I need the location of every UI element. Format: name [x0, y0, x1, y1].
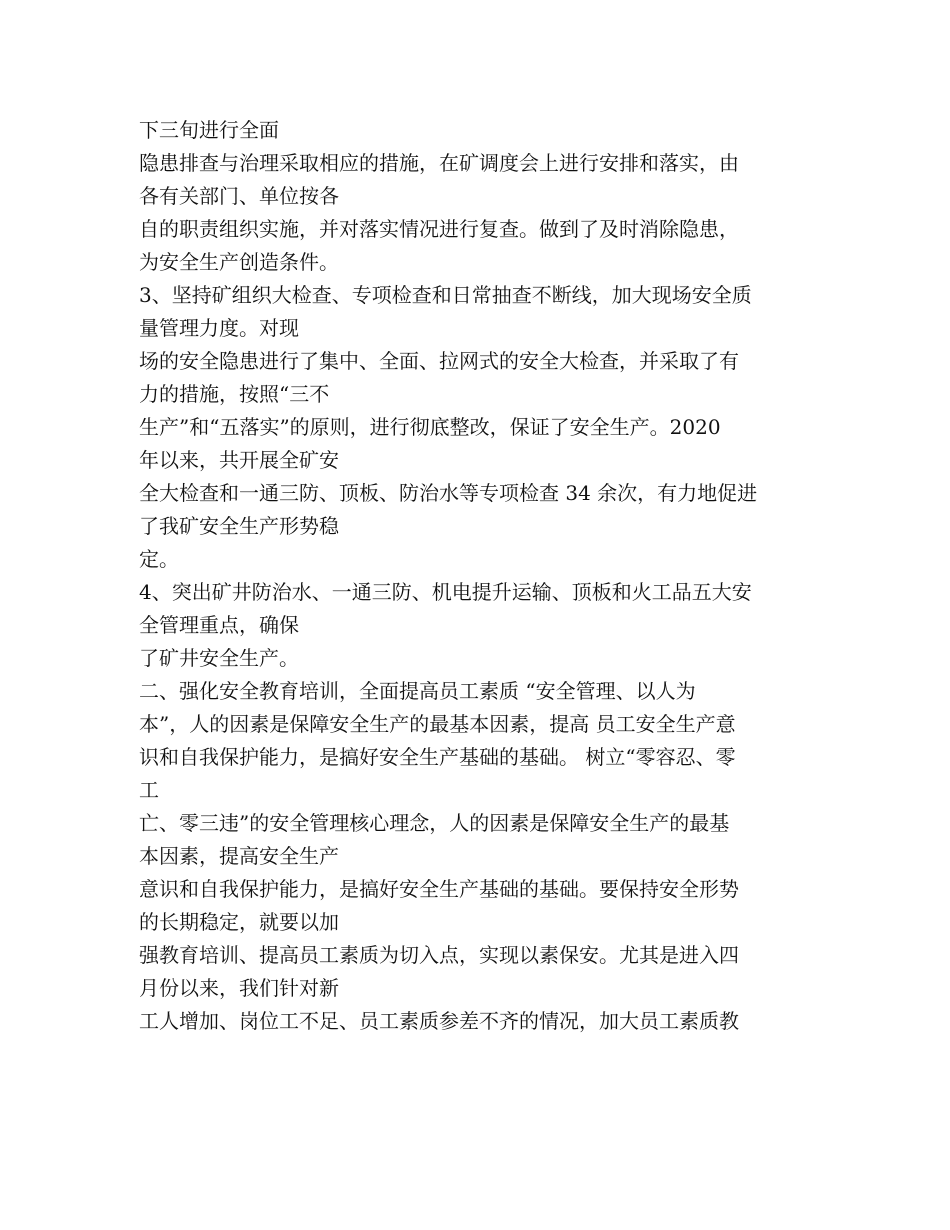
text-line: 识和自我保护能力，是搞好安全生产基础的基础。 树立“零容忍、零 — [139, 745, 736, 769]
document-body — [139, 114, 819, 1038]
text-line: 强教育培训、提高员工素质为切入点，实现以素保安。尤其是进入四 — [139, 943, 739, 967]
text-line: 自的职责组织实施，并对落实情况进行复查。做到了及时消除隐患， — [139, 217, 739, 241]
text-line: 意识和自我保护能力，是搞好安全生产基础的基础。要保持安全形势 — [139, 877, 739, 901]
text-line: 工人增加、岗位工不足、员工素质参差不齐的情况，加大员工素质教 — [139, 1009, 739, 1033]
text-line: 了矿井安全生产。 — [139, 646, 299, 670]
text-line: 全管理重点，确保 — [139, 613, 299, 637]
text-line: 3、坚持矿组织大检查、专项检查和日常抽查不断线，加大现场安全质 — [139, 283, 752, 307]
text-line: 隐患排查与治理采取相应的措施，在矿调度会上进行安排和落实，由 — [139, 151, 739, 175]
text-line: 生产”和“五落实”的原则，进行彻底整改，保证了安全生产。2020 — [139, 415, 721, 439]
text-line: 本”，人的因素是保障安全生产的最基本因素，提高 员工安全生产意 — [139, 712, 736, 736]
text-line: 月份以来，我们针对新 — [139, 976, 339, 1000]
text-line: 为安全生产创造条件。 — [139, 250, 339, 274]
text-line: 力的措施，按照“三不 — [139, 382, 330, 406]
text-line: 了我矿安全生产形势稳 — [139, 514, 339, 538]
text-line: 全大检查和一通三防、顶板、防治水等专项检查 34 余次，有力地促进 — [139, 481, 758, 505]
text-line: 本因素，提高安全生产 — [139, 844, 339, 868]
text-line: 各有关部门、单位按各 — [139, 184, 339, 208]
text-line: 的长期稳定，就要以加 — [139, 910, 339, 934]
text-line: 亡、零三违”的安全管理核心理念，人的因素是保障安全生产的最基 — [139, 811, 730, 835]
text-line: 场的安全隐患进行了集中、全面、拉网式的安全大检查，并采取了有 — [139, 349, 739, 373]
text-line: 年以来，共开展全矿安 — [139, 448, 339, 472]
text-line: 定。 — [139, 547, 179, 571]
text-line: 二、强化安全教育培训，全面提高员工素质 “安全管理、以人为 — [139, 679, 696, 703]
text-line: 量管理力度。对现 — [139, 316, 299, 340]
text-line: 工 — [139, 778, 159, 802]
text-line: 下三旬进行全面 — [139, 118, 279, 142]
text-line: 4、突出矿井防治水、一通三防、机电提升运输、顶板和火工品五大安 — [139, 580, 752, 604]
